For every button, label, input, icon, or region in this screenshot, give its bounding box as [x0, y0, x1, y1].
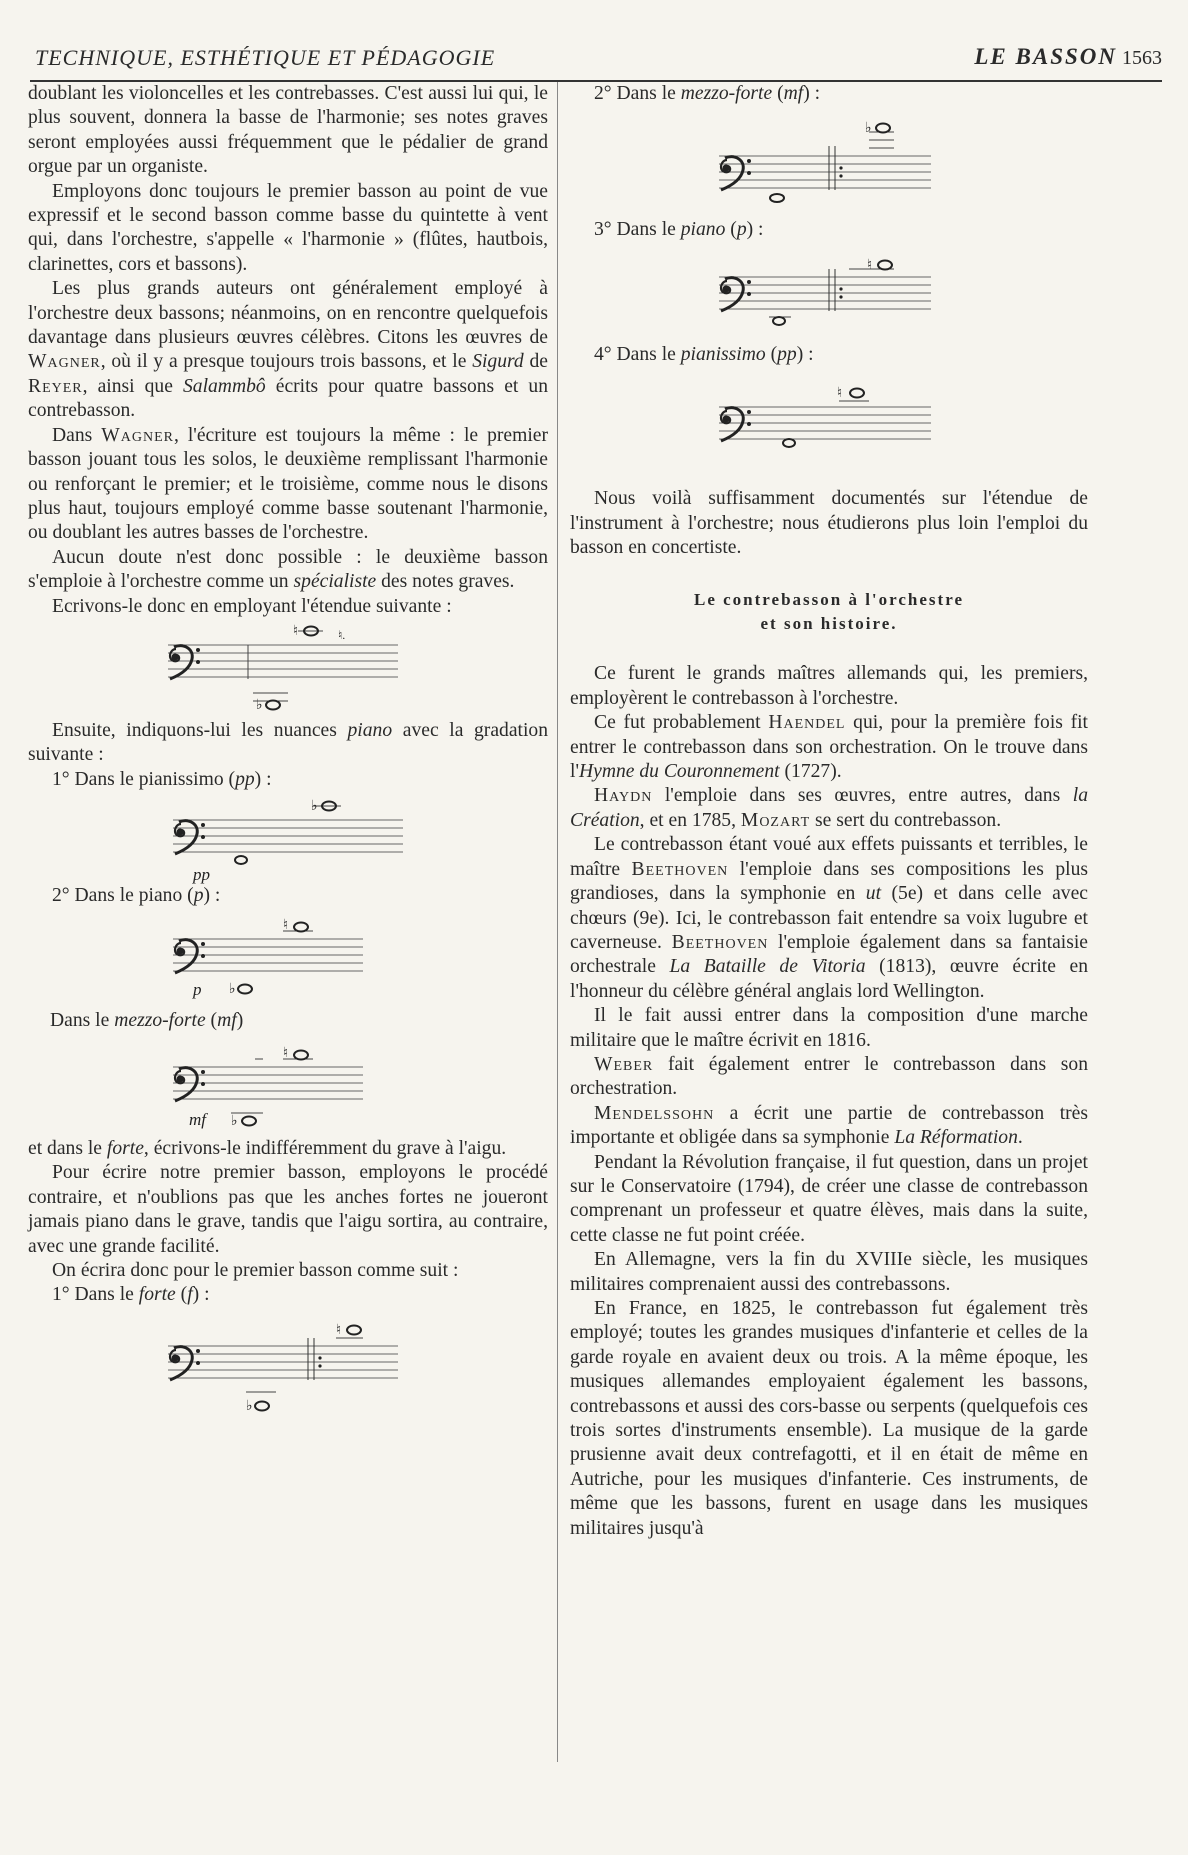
paragraph: Haydn l'emploie dans ses œuvres, entre autres, dans la Création, et en 1785, Mozart se sert du contrebasson. — [570, 785, 1088, 831]
paragraph: Le contrebasson étant voué aux effets puissants et terribles, le maître Beethoven l'emploie dans ses compositions les plus grandioses, dans la symphonie en ut (5e) et dans celle avec chœurs (9e). Ici, le contrebasson fait entendre sa voix lugubre et caverneuse. Beethoven l'emploie également dans sa fantaisie orchestrale La Bataille de Vitoria (1813), œuvre écrite en l'honneur du célèbre général anglais lord Wellington. — [570, 834, 1089, 1002]
header-chapter-title: LE BASSON — [974, 44, 1117, 69]
work-title: La Réformation — [894, 1127, 1018, 1149]
music-staff — [709, 243, 949, 343]
dynamic-marking: mf — [189, 1109, 206, 1129]
paragraph: Ce fut probablement Haendel qui, pour la première fois fit entrer le contrebasson dans son orchestration. On le trouve dans l'Hymne du Couronnement (1727). — [570, 712, 1088, 783]
work-title: Sigurd — [472, 351, 524, 373]
composer-name: Haydn — [594, 785, 653, 807]
paragraph: Pendant la Révolution française, il fut question, dans un projet sur le Conservatoire (1794), de créer une classe de contrebasson comprenant un professeur et quatre élèves, mais dans la suite, cette classe ne fut point créée. — [570, 1151, 1088, 1246]
music-staff — [709, 106, 949, 218]
paragraph: Les plus grands auteurs ont généralement employé à l'orchestre deux bassons; néanmoins, on en rencontre quelquefois davantage dans plusieurs œuvres célèbres. Citons les œuvres de Wagner, où il y a presque toujours trois bassons, et le Sigurd de Reyer, ainsi que Salammbô écrits pour quatre bassons et un contrebasson. — [28, 278, 548, 422]
music-example-pianissimo — [28, 792, 548, 884]
section-title: Le contrebasson à l'orchestre et son histoire. — [693, 590, 964, 634]
list-item: 1° Dans le forte (f) : — [52, 1284, 210, 1306]
work-title: la Création — [570, 785, 1088, 831]
paragraph: Aucun doute n'est donc possible : le deuxième basson s'emploie à l'orchestre comme un spécialiste des notes graves. — [28, 546, 548, 593]
paragraph: En France, en 1825, le contrebasson fut également très employé; toutes les grandes musiques d'infanterie et celles de la garde royale en avaient deux ou trois. A la même époque, les musiques allemandes employaient également les bassons, contrebassons et aussi des cors-basse ou serpents (quelquefois ces trois sortes d'instruments ensemble). La musique de la garde prusienne avait deux contrefagotti, et il en était de même en Autriche, pour les musiques d'infanterie. Ces instruments, de même que les bassons, furent en usage dans les musiques militaires jusqu'à — [570, 1298, 1088, 1539]
dynamic-marking: pp — [193, 865, 210, 885]
music-example-mezzo-forte-first — [570, 106, 1088, 218]
paragraph: et dans le forte, écrivons-le indifféremment du grave à l'aigu. — [28, 1137, 507, 1159]
svg-text:♮: ♮ — [293, 623, 299, 639]
svg-text:♮: ♮ — [283, 1045, 289, 1061]
music-staff — [158, 1308, 418, 1418]
svg-text:♮: ♮ — [336, 1322, 342, 1338]
composer-name: Mendelssohn — [594, 1102, 715, 1124]
composer-name: Wagner — [101, 424, 174, 446]
paragraph: Weber fait également entrer le contrebasson dans son orchestration. — [570, 1053, 1088, 1100]
list-item: 3° Dans le piano (p) : — [594, 219, 764, 241]
paragraph: Ecrivons-le donc en employant l'étendue suivante : — [52, 595, 452, 617]
paragraph: Pour écrire notre premier basson, employons le procédé contraire, et n'oublions pas que les anches fortes ne joueront jamais piano dans le grave, tandis que l'aigu sortira, au contraire, avec une grande facilité. — [28, 1162, 548, 1257]
page-number: 1563 — [1122, 47, 1162, 69]
svg-text:♭: ♭ — [231, 1113, 238, 1129]
music-example-mezzo-forte — [28, 1033, 548, 1137]
music-staff — [709, 367, 949, 467]
svg-text:♮: ♮ — [867, 257, 873, 273]
paragraph: doublant les violoncelles et les contrebasses. C'est aussi lui qui, le plus souvent, donnera la basse de l'harmonie; ses notes graves seront employées aussi fréquemment que le pédalier de grand orgue par un organiste. — [28, 83, 548, 178]
composer-name: Reyer — [28, 375, 83, 397]
paragraph: On écrira donc pour le premier basson comme suit : — [52, 1260, 459, 1281]
work-title: La Bataille de Vitoria — [669, 956, 866, 978]
composer-name: Weber — [594, 1053, 654, 1075]
paragraph: Dans Wagner, l'écriture est toujours la même : le premier basson jouant tous les solos, le deuxième remplissant l'harmonie ou renforçant le premier; et le troisième, comme nous le disons plus haut, toujours employé comme basse soutenant l'harmonie, ou doublant les autres basses de l'orchestre. — [28, 424, 548, 544]
list-item: 1° Dans le pianissimo (pp) : — [52, 768, 272, 790]
composer-name: Haendel — [768, 712, 846, 734]
paragraph: Ce furent le grands maîtres allemands qui, les premiers, employèrent le contrebasson à l'orchestre. — [570, 663, 1088, 709]
svg-text:♭: ♭ — [246, 1398, 253, 1414]
music-staff — [158, 619, 418, 719]
music-staff — [163, 909, 413, 1009]
svg-text:♭: ♭ — [229, 981, 236, 997]
music-staff — [163, 1033, 413, 1137]
music-staff — [163, 792, 413, 884]
svg-text:♭: ♭ — [256, 697, 263, 713]
right-column — [570, 82, 1088, 1855]
work-title: Hymne du Couronnement — [578, 761, 780, 783]
paragraph: Ensuite, indiquons-lui les nuances piano avec la gradation suivante : — [28, 719, 548, 766]
composer-name: Wagner — [28, 351, 101, 373]
svg-text:♭: ♭ — [865, 121, 872, 137]
header-section-title: TECHNIQUE, ESTHÉTIQUE ET PÉDAGOGIE — [35, 45, 496, 70]
composer-name: Beethoven — [671, 931, 769, 953]
svg-text:♮: ♮ — [837, 386, 843, 402]
paragraph: Employons donc toujours le premier basson au point de vue expressif et le second basson comme basse du quintette à vent qui, dans l'orchestre, s'appelle « l'harmonie » (flûtes, hautbois, clarinettes, cors et bassons). — [28, 180, 548, 275]
list-item: 2° Dans le piano (p) : — [52, 885, 221, 907]
list-item: 4° Dans le pianissimo (pp) : — [594, 343, 814, 365]
music-example-pianissimo-first — [570, 367, 1088, 467]
composer-name: Beethoven — [631, 858, 729, 880]
svg-text:♮.: ♮. — [338, 627, 346, 642]
music-example-range — [28, 619, 548, 719]
list-item: 2° Dans le mezzo-forte (mf) : — [594, 83, 821, 104]
music-example-forte — [28, 1308, 548, 1418]
left-column — [28, 82, 548, 1855]
list-item: Dans le mezzo-forte (mf) — [50, 1009, 244, 1031]
running-header — [30, 40, 1162, 82]
dynamic-marking: p — [193, 979, 202, 999]
paragraph: Mendelssohn a écrit une partie de contrebasson très importante et obligée dans sa symphonie La Réformation. — [570, 1102, 1088, 1149]
paragraph: Il le fait aussi entrer dans la composition d'une marche militaire que le maître écrivit en 1816. — [570, 1005, 1088, 1051]
column-divider — [557, 82, 558, 1762]
composer-name: Mozart — [740, 809, 811, 831]
svg-text:♭: ♭ — [311, 799, 318, 815]
work-title: Salammbô — [182, 375, 266, 397]
music-example-piano — [28, 909, 548, 1009]
music-example-piano-first — [570, 243, 1088, 343]
paragraph: En Allemagne, vers la fin du XVIIIe siècle, les musiques militaires comprenaient aussi des contrebassons. — [570, 1249, 1088, 1295]
paragraph: Nous voilà suffisamment documentés sur l'étendue de l'instrument à l'orchestre; nous étudierons plus loin l'emploi du basson en concertiste. — [570, 488, 1088, 559]
svg-text:♮: ♮ — [283, 917, 289, 933]
